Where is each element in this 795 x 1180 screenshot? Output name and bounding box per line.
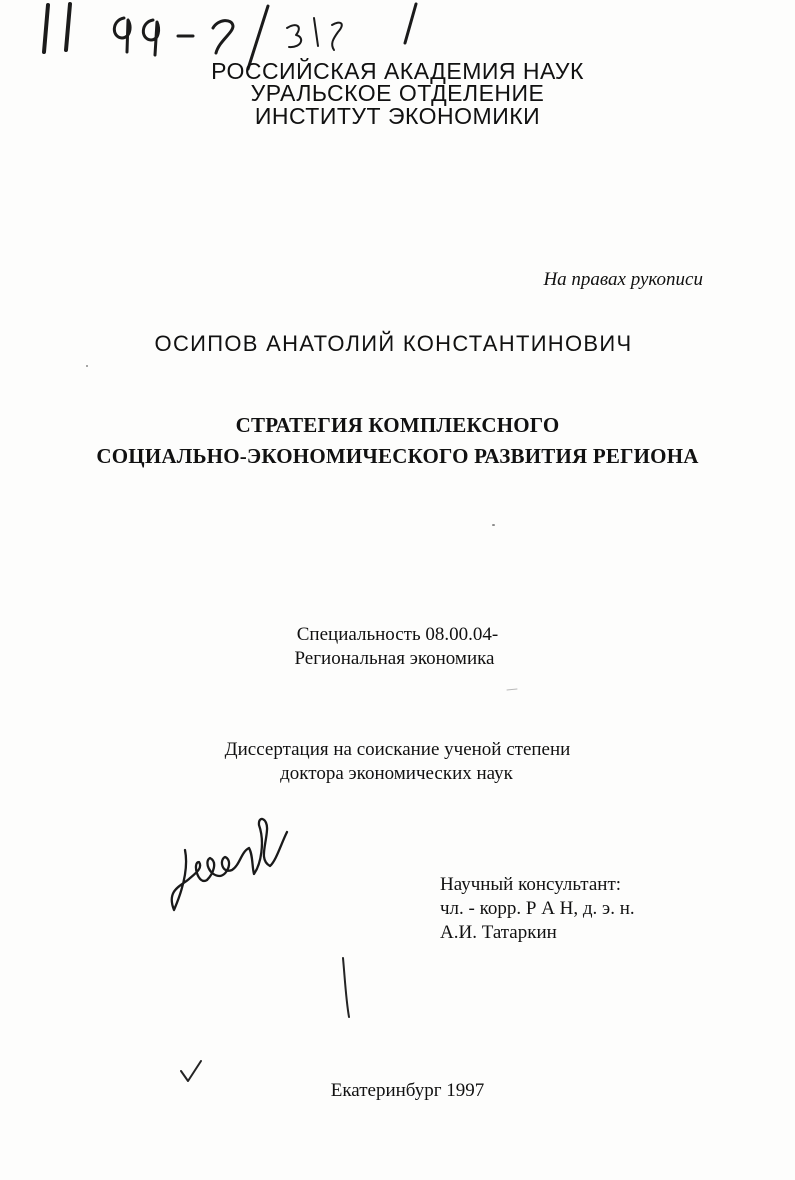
dissertation-title-line-1: СТРАТЕГИЯ КОМПЛЕКСНОГО	[235, 413, 560, 437]
organization-line-ural-branch: УРАЛЬСКОЕ ОТДЕЛЕНИЕ	[250, 80, 545, 106]
author-name: ОСИПОВ АНАТОЛИЙ КОНСТАНТИНОВИЧ	[154, 331, 633, 356]
consultant-name: А.И. Татаркин	[440, 922, 557, 943]
scan-speck	[86, 365, 88, 367]
dissertation-title-line-2: СОЦИАЛЬНО-ЭКОНОМИЧЕСКОГО РАЗВИТИЯ РЕГИОНА	[96, 444, 699, 468]
scan-speck	[492, 524, 495, 526]
manuscript-rights-note: На правах рукописи	[543, 269, 703, 290]
consultant-academic-rank: чл. - корр. Р А Н, д. э. н.	[440, 898, 635, 919]
organization-line-institute: ИНСТИТУТ ЭКОНОМИКИ	[254, 103, 541, 129]
dissertation-degree-line-1: Диссертация на соискание ученой степени	[224, 739, 571, 760]
dissertation-degree-line-2: доктора экономических наук	[280, 763, 513, 784]
place-and-year: Екатеринбург 1997	[330, 1080, 485, 1101]
organization-line-academy: РОССИЙСКАЯ АКАДЕМИЯ НАУК	[211, 58, 584, 84]
scientific-consultant-label: Научный консультант:	[440, 874, 622, 895]
specialty-line-1: Специальность 08.00.04-	[296, 624, 499, 645]
specialty-line-2: Региональная экономика	[294, 648, 495, 669]
